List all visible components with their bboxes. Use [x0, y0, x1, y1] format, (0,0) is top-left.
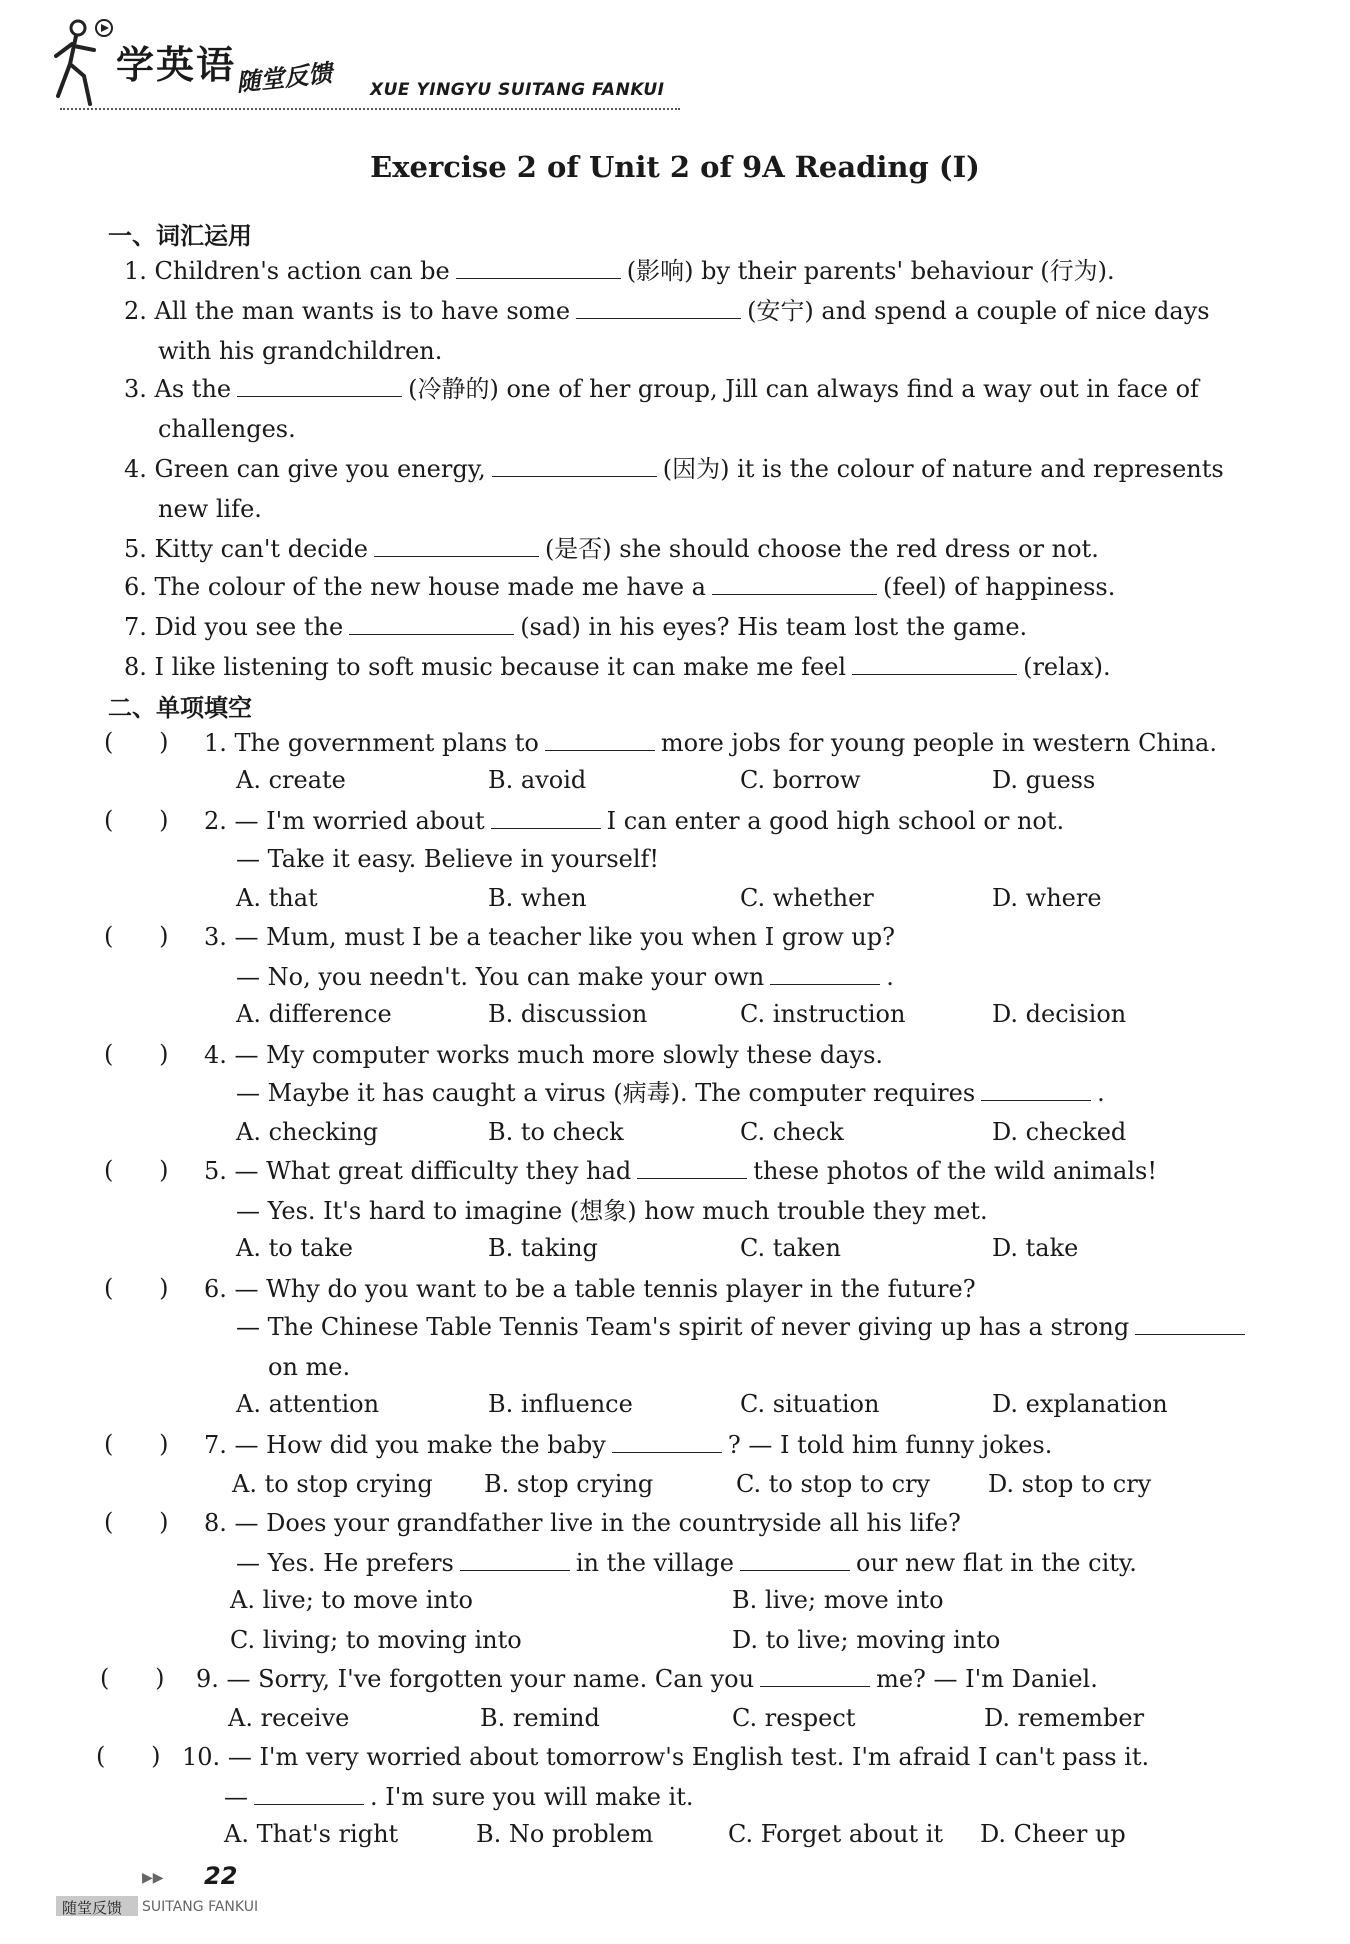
option-b[interactable]: B. live; move into: [732, 1586, 944, 1614]
option-a[interactable]: A. to take: [236, 1234, 354, 1262]
answer-blank[interactable]: [612, 1430, 722, 1453]
question-10-line-2: [224, 1782, 693, 1812]
answer-blank[interactable]: [237, 374, 402, 397]
vocab-text: challenges.: [158, 415, 296, 443]
option-c[interactable]: C. Forget about it: [728, 1820, 944, 1848]
vocab-text: 5. Kitty can't decide: [124, 535, 368, 563]
question-text: I can enter a good high school or not.: [606, 807, 1065, 835]
answer-paren[interactable]: ( ): [104, 1430, 169, 1458]
question-text: in the village: [575, 1549, 734, 1577]
vocab-text: 4. Green can give you energy,: [124, 455, 486, 483]
option-b[interactable]: B. when: [488, 884, 587, 912]
vocab-text: 8. I like listening to soft music because it can make me feel: [124, 653, 847, 681]
option-a[interactable]: A. that: [236, 884, 318, 912]
answer-paren[interactable]: ( ): [96, 1742, 161, 1770]
option-b[interactable]: B. discussion: [488, 1000, 648, 1028]
answer-blank[interactable]: [456, 256, 621, 279]
option-c[interactable]: C. to stop to cry: [736, 1470, 931, 1498]
vocab-text: (安宁) and spend a couple of nice days: [747, 297, 1210, 325]
footer-label-cn: 随堂反馈: [62, 1899, 123, 1917]
question-text: — Sorry, I've forgotten your name. Can you: [226, 1665, 755, 1693]
answer-paren[interactable]: ( ): [104, 806, 169, 834]
question-text: more jobs for young people in western China.: [660, 729, 1217, 757]
question-1: [204, 728, 1217, 758]
answer-paren[interactable]: ( ): [104, 728, 169, 756]
footer-label-en: SUITANG FANKUI: [142, 1899, 259, 1915]
vocab-text: (是否) she should choose the red dress or not.: [544, 535, 1099, 563]
option-d[interactable]: D. decision: [992, 1000, 1127, 1028]
vocab-text: 2. All the man wants is to have some: [124, 297, 571, 325]
answer-blank[interactable]: [852, 652, 1017, 675]
question-7: [204, 1430, 1052, 1460]
option-d[interactable]: D. stop to cry: [988, 1470, 1152, 1498]
question-text: — How did you make the baby: [234, 1431, 606, 1459]
page-title: Exercise 2 of Unit 2 of 9A Reading (Ⅰ): [370, 150, 980, 184]
answer-blank[interactable]: [254, 1782, 364, 1805]
option-d[interactable]: D. where: [992, 884, 1102, 912]
question-number: 1.: [204, 729, 227, 757]
vocab-line-1: [124, 256, 1115, 286]
answer-paren[interactable]: ( ): [104, 922, 169, 950]
option-a[interactable]: A. checking: [236, 1118, 379, 1146]
vocab-line-2: [124, 296, 1210, 326]
question-number: 7.: [204, 1431, 227, 1459]
vocab-text: with his grandchildren.: [158, 337, 443, 365]
question-9: [196, 1664, 1098, 1694]
vocab-line-4: [124, 454, 1224, 484]
option-c[interactable]: C. situation: [740, 1390, 880, 1418]
vocab-line-5: [124, 534, 1099, 564]
question-text: — Yes. It's hard to imagine (想象) how much trouble they met.: [236, 1197, 988, 1225]
vocab-text: (relax).: [1023, 653, 1111, 681]
option-c[interactable]: C. instruction: [740, 1000, 906, 1028]
answer-blank[interactable]: [349, 612, 514, 635]
vocab-text: 6. The colour of the new house made me have a: [124, 573, 706, 601]
option-c[interactable]: C. check: [740, 1118, 844, 1146]
vocab-text: (sad) in his eyes? His team lost the game.: [520, 613, 1028, 641]
answer-blank[interactable]: [981, 1078, 1091, 1101]
answer-paren[interactable]: ( ): [104, 1508, 169, 1536]
option-a[interactable]: A. create: [236, 766, 346, 794]
option-c[interactable]: C. borrow: [740, 766, 861, 794]
option-a[interactable]: A. That's right: [224, 1820, 399, 1848]
option-b[interactable]: B. to check: [488, 1118, 624, 1146]
question-5: [204, 1156, 1157, 1186]
answer-blank[interactable]: [760, 1664, 870, 1687]
vocab-line-3-cont: [158, 414, 296, 444]
question-number: 6.: [204, 1275, 227, 1303]
answer-blank[interactable]: [460, 1548, 570, 1571]
option-b[interactable]: B. influence: [488, 1390, 633, 1418]
option-c[interactable]: C. whether: [740, 884, 874, 912]
answer-blank[interactable]: [492, 454, 657, 477]
header-title-en: XUE YINGYU SUITANG FANKUI: [370, 80, 665, 100]
question-text: .: [886, 963, 894, 991]
vocab-line-4-cont: [158, 494, 262, 524]
answer-blank[interactable]: [637, 1156, 747, 1179]
answer-paren[interactable]: ( ): [104, 1274, 169, 1302]
question-text: ? — I told him funny jokes.: [727, 1431, 1053, 1459]
option-b[interactable]: B. No problem: [476, 1820, 654, 1848]
option-b[interactable]: B. taking: [488, 1234, 598, 1262]
question-text: The government plans to: [234, 729, 539, 757]
option-c[interactable]: C. taken: [740, 1234, 841, 1262]
answer-blank[interactable]: [740, 1548, 850, 1571]
question-text: — Yes. He prefers: [236, 1549, 454, 1577]
question-number: 2.: [204, 807, 227, 835]
header-divider: [60, 108, 680, 110]
vocab-text: (feel) of happiness.: [882, 573, 1116, 601]
question-text: — My computer works much more slowly these days.: [234, 1041, 884, 1069]
option-d[interactable]: D. guess: [992, 766, 1096, 794]
runner-logo-icon: [50, 16, 114, 108]
question-4-line-2: [236, 1078, 1105, 1108]
question-number: 4.: [204, 1041, 227, 1069]
question-text: — Mum, must I be a teacher like you when I grow up?: [234, 923, 895, 951]
vocab-line-8: [124, 652, 1111, 682]
vocab-line-2-cont: [158, 336, 442, 366]
question-text: — No, you needn't. You can make your own: [236, 963, 765, 991]
question-2: [204, 806, 1064, 836]
header-title-cn: 学英语: [116, 43, 237, 87]
section-heading-multiple-choice: 二、单项填空: [108, 694, 252, 722]
question-text: our new flat in the city.: [856, 1549, 1137, 1577]
question-text: .: [1097, 1079, 1105, 1107]
option-d[interactable]: D. Cheer up: [980, 1820, 1126, 1848]
answer-blank[interactable]: [712, 572, 877, 595]
option-d[interactable]: D. take: [992, 1234, 1079, 1262]
section-heading-vocabulary: 一、词汇运用: [108, 222, 252, 250]
option-b[interactable]: B. remind: [480, 1704, 600, 1732]
answer-blank[interactable]: [770, 962, 880, 985]
question-text: me? — I'm Daniel.: [876, 1665, 1098, 1693]
question-8-line-2: [236, 1548, 1137, 1578]
option-d[interactable]: D. explanation: [992, 1390, 1168, 1418]
option-a[interactable]: A. to stop crying: [232, 1470, 433, 1498]
answer-paren[interactable]: ( ): [104, 1156, 169, 1184]
vocab-text: (影响) by their parents' behaviour (行为).: [626, 257, 1115, 285]
vocab-line-6: [124, 572, 1115, 602]
question-3: [204, 922, 895, 952]
question-6-line-3: [268, 1352, 350, 1382]
option-d[interactable]: D. checked: [992, 1118, 1127, 1146]
page-header: [50, 12, 690, 112]
option-a[interactable]: A. receive: [228, 1704, 350, 1732]
vocab-text: (冷静的) one of her group, Jill can always find a way out in face of: [408, 375, 1199, 403]
option-a[interactable]: A. attention: [236, 1390, 380, 1418]
vocab-text: 7. Did you see the: [124, 613, 344, 641]
question-10: [182, 1742, 1149, 1772]
option-c[interactable]: C. respect: [732, 1704, 856, 1732]
vocab-text: 3. As the: [124, 375, 232, 403]
question-8: [204, 1508, 961, 1538]
option-b[interactable]: B. avoid: [488, 766, 587, 794]
option-a[interactable]: A. live; to move into: [230, 1586, 473, 1614]
question-text: — I'm worried about: [234, 807, 485, 835]
question-text: — Take it easy. Believe in yourself!: [236, 845, 660, 873]
vocab-text: 1. Children's action can be: [124, 257, 450, 285]
question-text: on me.: [268, 1353, 351, 1381]
header-subtitle-cn: 随堂反馈: [235, 59, 334, 97]
question-number: 10.: [182, 1743, 221, 1771]
option-a[interactable]: A. difference: [236, 1000, 392, 1028]
question-text: — What great difficulty they had: [234, 1157, 632, 1185]
vocab-text: new life.: [158, 495, 262, 523]
page-footer: [56, 1862, 306, 1917]
answer-blank[interactable]: [1135, 1312, 1245, 1335]
answer-paren[interactable]: ( ): [104, 1040, 169, 1068]
vocab-text: (因为) it is the colour of nature and represents: [662, 455, 1224, 483]
vocab-line-3: [124, 374, 1199, 404]
question-2-line-2: [236, 844, 659, 874]
option-d[interactable]: D. to live; moving into: [732, 1626, 1001, 1654]
question-text: —: [224, 1783, 248, 1811]
question-text: — Why do you want to be a table tennis player in the future?: [234, 1275, 976, 1303]
question-text: — The Chinese Table Tennis Team's spirit of never giving up has a strong: [236, 1313, 1130, 1341]
question-number: 9.: [196, 1665, 219, 1693]
vocab-line-7: [124, 612, 1027, 642]
question-6: [204, 1274, 976, 1304]
question-6-line-2: [236, 1312, 1251, 1342]
question-4: [204, 1040, 883, 1070]
question-5-line-2: [236, 1196, 988, 1226]
question-text: . I'm sure you will make it.: [370, 1783, 694, 1811]
question-text: these photos of the wild animals!: [753, 1157, 1157, 1185]
question-number: 5.: [204, 1157, 227, 1185]
question-text: — I'm very worried about tomorrow's English test. I'm afraid I can't pass it.: [227, 1743, 1150, 1771]
answer-blank[interactable]: [545, 728, 655, 751]
option-c[interactable]: C. living; to moving into: [230, 1626, 522, 1654]
question-text: — Does your grandfather live in the countryside all his life?: [234, 1509, 961, 1537]
question-number: 8.: [204, 1509, 227, 1537]
answer-blank[interactable]: [576, 296, 741, 319]
answer-paren[interactable]: ( ): [100, 1664, 165, 1692]
page-number: 22: [204, 1862, 238, 1890]
answer-blank[interactable]: [491, 806, 601, 829]
question-text: — Maybe it has caught a virus (病毒). The computer requires: [236, 1079, 976, 1107]
option-d[interactable]: D. remember: [984, 1704, 1145, 1732]
answer-blank[interactable]: [374, 534, 539, 557]
question-number: 3.: [204, 923, 227, 951]
double-arrow-icon: ▶▶: [142, 1870, 164, 1886]
question-3-line-2: [236, 962, 894, 992]
option-b[interactable]: B. stop crying: [484, 1470, 654, 1498]
